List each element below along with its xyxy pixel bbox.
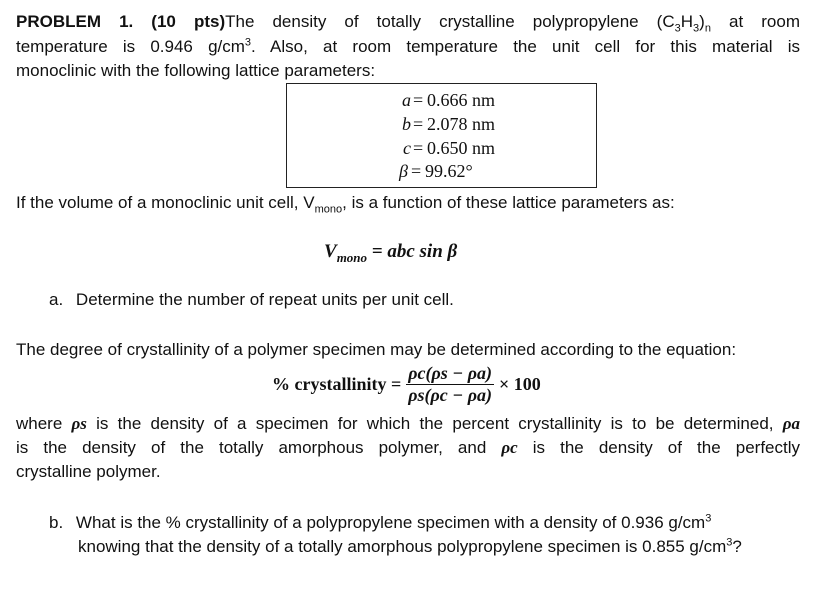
intro-line-1: PROBLEM 1. (10 pts)The density of totally crystalline polypropylene $(C_3H_3)_n$ at room [16,12,800,35]
question-a [49,290,454,310]
where-line-2: is the density of the totally amorphous polymer, and ρc is the density of the perfectly [16,438,800,457]
rho-c-symbol: ρc [501,438,518,457]
crystallinity-numerator: ρc(ρs − ρa) [408,363,492,383]
question-a-marker: a. [49,290,64,309]
volume-equation: $V_{mono}$ = abc sin β [324,241,458,265]
lattice-parameters-box: a = 0.666 nm b = 2.078 nm c = 0.650 nm β = 99.62° [286,83,597,188]
question-b-line-2: knowing that the density of a totally amorphous polypropylene specimen is 0.855 $g/cm^3$? [78,536,742,556]
volume-sentence: If the volume of a monoclinic unit cell, $V_{mono}$, is a function of these lattice parameters as: [16,193,675,216]
question-b [49,513,711,533]
crystallinity-fraction [406,363,494,406]
crystallinity-equation [272,363,541,406]
crystallinity-intro: The degree of crystallinity of a polymer specimen may be determined according to the equation: [16,340,737,359]
question-a-text: Determine the number of repeat units per unit cell. [75,290,454,309]
crystallinity-lhs: % crystallinity = [272,374,402,394]
where-line-1: where ρs is the density of a specimen for which the percent crystallinity is to be determined, ρa [16,414,800,433]
intro-line-2: temperature is 0.946 $g/cm^3$. Also, at room temperature the unit cell for this material is [16,36,800,56]
crystallinity-denominator: ρs(ρc − ρa) [408,385,492,405]
intro-line-3: monoclinic with the following lattice parameters: [16,61,376,80]
crystallinity-factor: × 100 [499,374,541,394]
where-line-3: crystalline polymer. [16,462,161,481]
question-b-marker: b. [49,513,64,532]
problem-title: PROBLEM 1. (10 pts) [16,12,226,31]
rho-a-symbol: ρa [782,414,800,433]
rho-s-symbol: ρs [71,414,87,433]
question-b-line-1: What is the % crystallinity of a polypropylene specimen with a density of 0.936 $g/cm^3$ [75,512,712,532]
